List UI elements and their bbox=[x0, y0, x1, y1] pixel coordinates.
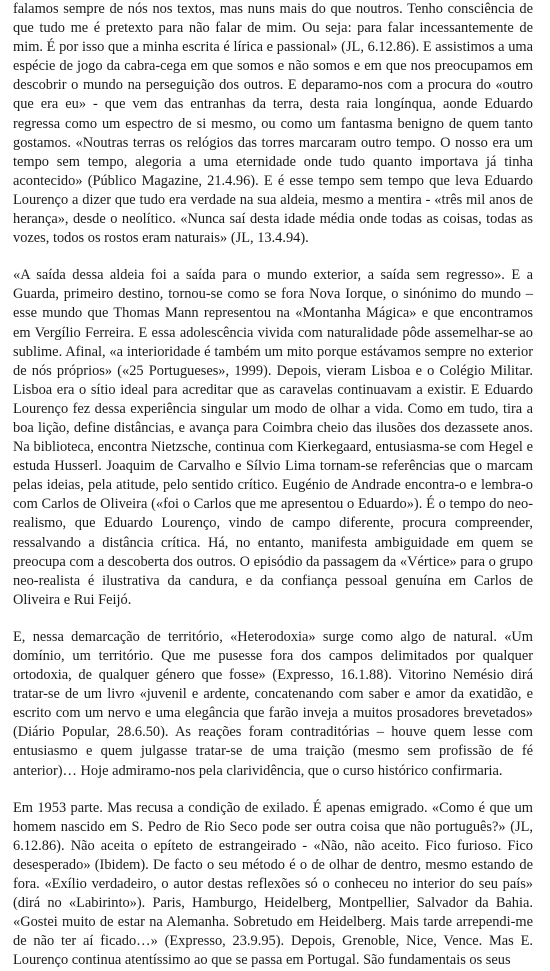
paragraph-4: Em 1953 parte. Mas recusa a condição de exilado. É apenas emigrado. «Como é que um homem nascido em S. Pedro de Rio Seco pode ser outra coisa que não português?» (JL, 6.12.86). Não aceita o epíteto de estrangeirado - «Não, não aceito. Fico furioso. Fico desesperado» (Ibidem). De facto o seu método é o de olhar de dentro, mesmo estando de fora. «Exílio verdadeiro, o autor destas reflexões só o conheceu no interior do seu país» (dirá no «Labirinto»). Paris, Hamburgo, Heidelberg, Montpellier, Salvador da Bahia. «Gostei muito de estar na Alemanha. Sobretudo em Heidelberg. Mais tarde arrependi-me de não ter aí ficado…» (Expresso, 23.9.95). Depois, Grenoble, Nice, Vence. Mas E. Lourenço continua atentíssimo ao que se passa em Portugal. São fundamentais os seus bbox=[13, 799, 533, 969]
paragraph-1: falamos sempre de nós nos textos, mas nuns mais do que noutros. Tenho consciência de que tudo me é pretexto para não falar de mim. Ou seja: para falar incessantemente de mim. É por isso que a minha escrita é lírica e passional» (JL, 6.12.86). E assistimos a uma espécie de jogo da cabra-cega em que somos e não somos e em que nos preocupamos em descobrir o mundo na perseguição dos outros. E deparamo-nos com a procura do «outro que era eu» - que vem das entranhas da terra, desta raia longínqua, aonde Eduardo regressa como um espectro de si mesmo, ou como um fantasma benigno de quem tanto gostamos. «Noutras terras os relógios das torres marcaram outro tempo. O nosso era um tempo sem tempo, alegoria a uma eternidade onde tudo quanto importava já tinha acontecido» (Público Magazine, 21.4.96). E é esse tempo sem tempo que leva Eduardo Lourenço a dizer que tudo era verdade na sua aldeia, mesmo a mentira - «três mil anos de herança», desde o neolítico. «Nunca saí desta idade média onde todas as coisas, todas as vozes, todos os rostos eram naturais» (JL, 13.4.94). bbox=[13, 1, 533, 247]
paragraph-3: E, nessa demarcação de território, «Heterodoxia» surge como algo de natural. «Um domínio, um território. Que me pusesse fora dos campos delimitados por qualquer ortodoxia, de qualquer género que fosse» (Expresso, 16.1.88). Vitorino Nemésio dirá tratar-se de um livro «juvenil e ardente, concatenando com saber e amor da exatidão, e escrito com um nervo e uma elegância que farão inveja a muitos prosadores brevetados» (Diário Popular, 28.6.50). As reações foram contraditórias – houve quem lesse com entusiasmo e quem julgasse tratar-se de uma traição (mesmo sem profissão de fé anterior)… Hoje admiramo-nos pela clarividência, que o curso histórico confirmaria. bbox=[13, 628, 533, 779]
document-page bbox=[13, 0, 533, 971]
paragraph-2: «A saída dessa aldeia foi a saída para o mundo exterior, a saída sem regresso». E a Guarda, primeiro destino, tornou-se como se fora Nova Iorque, o sinónimo do mundo – esse mundo que Thomas Mann representou na «Montanha Mágica» e que encontramos em Vergílio Ferreira. E essa adolescência vivida com naturalidade pôde assemelhar-se ao sublime. Afinal, «a interioridade é também um mito porque estávamos sempre no exterior de nós próprios» («25 Portugueses», 1999). Depois, vieram Lisboa e o Colégio Militar. Lisboa era o sítio ideal para acreditar que as caravelas continuavam a existir. E Eduardo Lourenço fez dessa experiência singular um modo de olhar a vida. Como em tudo, tira a boa lição, define distâncias, e avança para Coimbra cheio das ilusões dos dezassete anos. Na biblioteca, encontra Nietzsche, continua com Kierkegaard, entusiasma-se com Hegel e estuda Husserl. Joaquim de Carvalho e Sílvio Lima tornam-se referências que o marcam pelas ideias, pela atitude, pelo sentido crítico. Eugénio de Andrade encontra-o e lembra-o com Carlos de Oliveira («foi o Carlos que me apresentou o Eduardo»). É o tempo do neo-realismo, que Eduardo Lourenço, vindo de campo diferente, procura compreender, ressalvando a distância crítica. Há, no entanto, manifesta ambiguidade em quem se preocupa com a descoberta dos outros. O episódio da passagem da «Vértice» para o grupo neo-realista é ilustrativa da candura, e da confiança pessoal genuína em Carlos de Oliveira e Rui Feijó. bbox=[13, 267, 533, 608]
